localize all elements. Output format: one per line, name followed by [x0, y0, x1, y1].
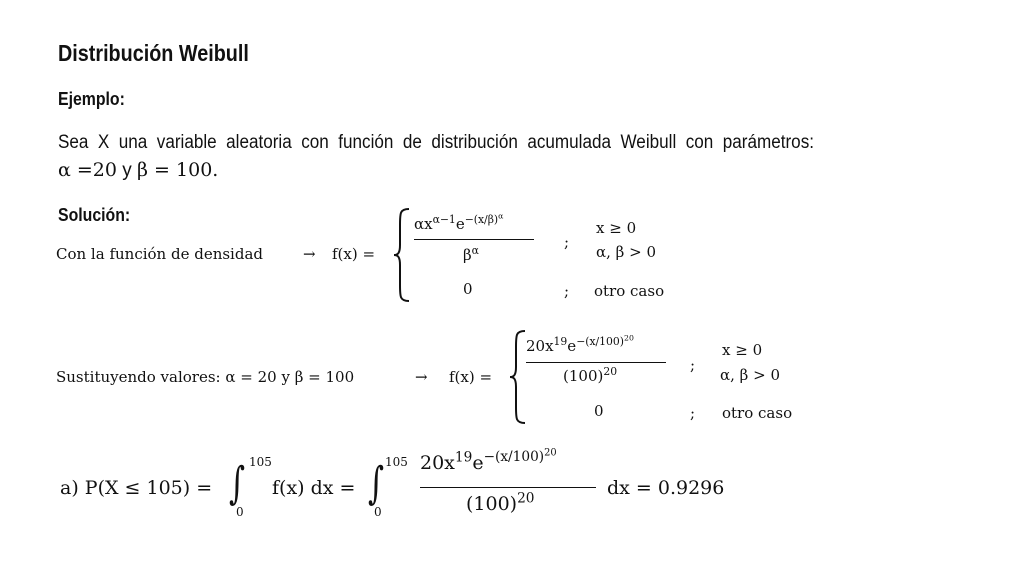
- density-brace: [392, 207, 412, 303]
- integral1-sign: ∫: [229, 458, 246, 509]
- density-case2-condition: otro caso: [594, 282, 665, 300]
- substitution-arrow: →: [415, 368, 428, 386]
- alpha-value: α =20: [58, 159, 117, 181]
- substitution-case2-separator: ;: [690, 404, 696, 422]
- density-case1-separator: ;: [564, 233, 570, 251]
- density-case1-condition2: α, β > 0: [596, 243, 656, 261]
- part-a-numerator: $20x^{19}e^{-(x/100)^{20}}$: [420, 448, 557, 474]
- integral2-lower-limit: 0: [374, 505, 382, 519]
- part-a-fraction-bar: [420, 487, 596, 488]
- substitution-denominator: $(100)^{20}$: [563, 365, 618, 385]
- substitution-case1-condition1: x ≥ 0: [722, 341, 763, 359]
- substitution-case1-separator: ;: [690, 356, 696, 374]
- integral2-sign: ∫: [368, 458, 385, 509]
- substitution-numerator: $20x^{19}e^{-(x/100)^{20}}$: [526, 333, 634, 355]
- density-case2-value: 0: [463, 280, 473, 298]
- problem-statement-line1: Sea X una variable aleatoria con función de distribución acumulada Weibull con parámetros:: [58, 132, 814, 153]
- density-arrow: →: [303, 245, 316, 263]
- problem-statement-line2: [58, 159, 218, 182]
- integral1-lower-limit: 0: [236, 505, 244, 519]
- and-word: y: [116, 160, 138, 181]
- integral2-upper-limit: 105: [385, 455, 408, 469]
- density-case2-separator: ;: [564, 282, 570, 300]
- density-fraction-bar: [414, 239, 534, 240]
- substitution-lead: Sustituyendo valores: α = 20 y β = 100: [56, 368, 355, 386]
- solution-heading: Solución:: [58, 205, 131, 225]
- density-case1-condition1: x ≥ 0: [596, 219, 637, 237]
- beta-value: β = 100.: [137, 159, 219, 181]
- substitution-fx: f(x) =: [449, 368, 493, 386]
- density-denominator: $\beta^\alpha$: [463, 244, 479, 264]
- part-a-result: dx = 0.9296: [607, 477, 725, 499]
- substitution-fraction-bar: [526, 362, 666, 363]
- substitution-brace: [508, 329, 528, 425]
- density-fx: f(x) =: [332, 245, 376, 263]
- part-a-denominator: $(100)^{20}$: [466, 490, 535, 515]
- part-a-label: a) P(X ≤ 105) =: [60, 477, 213, 499]
- integral1-upper-limit: 105: [249, 455, 272, 469]
- substitution-case2-condition: otro caso: [722, 404, 793, 422]
- example-heading: Ejemplo:: [58, 89, 125, 109]
- page-title: Distribución Weibull: [58, 40, 249, 66]
- integral1-body: f(x) dx =: [272, 477, 356, 499]
- density-lead: Con la función de densidad: [56, 245, 264, 263]
- density-numerator: $\alpha x^{\alpha-1}e^{-(x/\beta)^\alpha}$: [414, 211, 504, 233]
- substitution-case2-value: 0: [594, 402, 604, 420]
- substitution-case1-condition2: α, β > 0: [720, 366, 780, 384]
